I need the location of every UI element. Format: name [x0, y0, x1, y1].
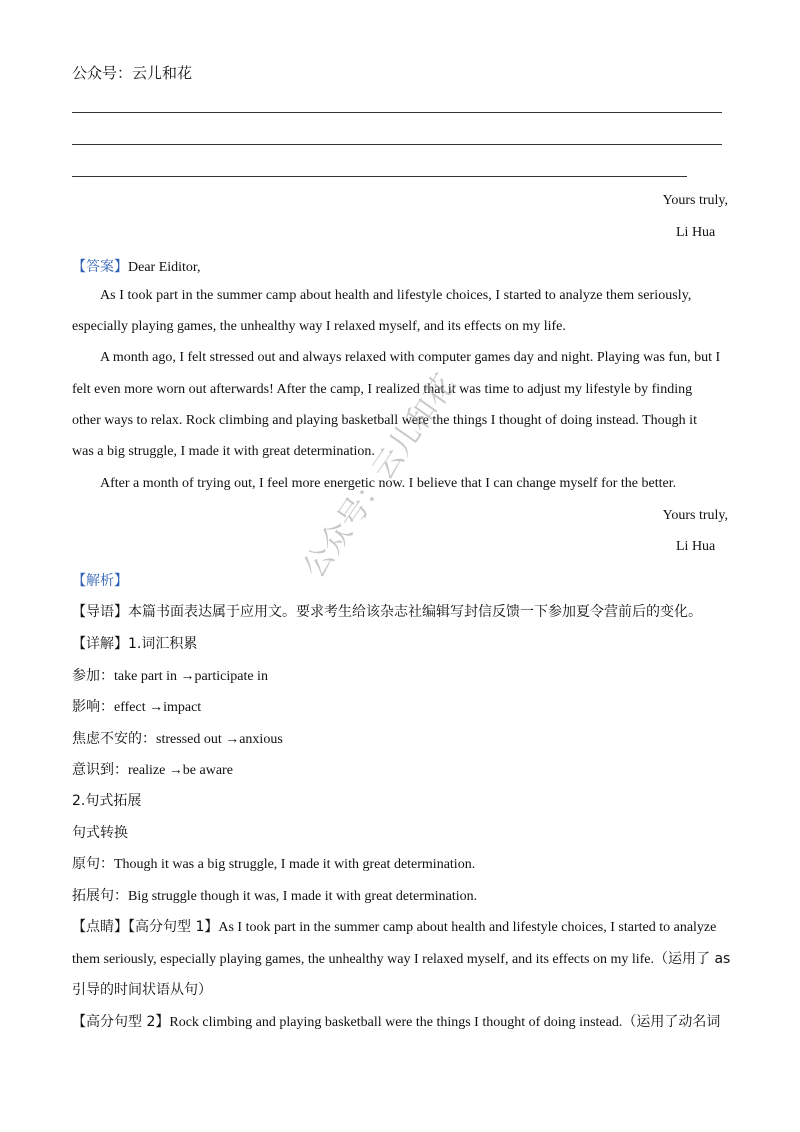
extended-sentence	[72, 885, 477, 905]
vocab-en: realize →be aware	[128, 763, 233, 778]
salutation: Dear Eiditor,	[128, 260, 201, 275]
section-2-heading: 2.句式拓展	[72, 793, 142, 809]
high-score-1-text-2: them seriously, especially playing games, the unhealthy way I relaxed myself, and its effects on my life.	[72, 952, 654, 967]
vocab-item	[72, 696, 201, 716]
answer-line-3	[72, 176, 687, 177]
high-score-1-tag: 【高分句型 1】	[128, 919, 219, 935]
high-score-1-note: （运用了 as	[654, 951, 731, 967]
answer-p2-line3: other ways to relax. Rock climbing and playing basketball were the things I thought of doing instead. Though it	[72, 413, 697, 428]
original-label: 原句：	[72, 856, 114, 872]
vocab-cn: 焦虑不安的：	[72, 731, 156, 747]
answer-p2-line4: was a big struggle, I made it with great determination.	[72, 444, 375, 459]
highlight-1-line1	[72, 916, 716, 936]
vocab-item	[72, 728, 283, 748]
closing-2: Yours truly,	[662, 508, 728, 523]
answer-heading	[72, 256, 201, 276]
original-sentence	[72, 853, 475, 873]
guide-line	[72, 601, 702, 621]
vocab-cn: 意识到：	[72, 762, 128, 778]
vocab-cn: 影响：	[72, 699, 114, 715]
highlight-2-line1	[72, 1011, 720, 1031]
high-score-2-text: Rock climbing and playing basketball were the things I thought of doing instead.	[169, 1015, 623, 1030]
answer-tag: 【答案】	[72, 259, 128, 275]
guide-text: 本篇书面表达属于应用文。要求考生给该杂志社编辑写封信反馈一下参加夏令营前后的变化。	[128, 604, 702, 620]
detail-text: 1.词汇积累	[128, 636, 198, 652]
vocab-item	[72, 759, 233, 779]
signature-name-1: Li Hua	[676, 225, 716, 240]
answer-p2-line1: A month ago, I felt stressed out and always relaxed with computer games day and night. Playing was fun, but I	[100, 350, 721, 365]
point-tag: 【点睛】	[72, 919, 128, 935]
high-score-2-note: （运用了动名词	[622, 1014, 721, 1030]
closing-1: Yours truly,	[662, 193, 728, 208]
conversion-heading: 句式转换	[72, 825, 128, 841]
highlight-1-note-2: 引导的时间状语从句）	[72, 982, 212, 998]
watermark: 公众号：云儿和花	[296, 367, 463, 585]
vocab-cn: 参加：	[72, 668, 114, 684]
answer-p3-line1: After a month of trying out, I feel more energetic now. I believe that I can change myself for the better.	[100, 476, 677, 491]
vocab-en: effect →impact	[114, 700, 202, 715]
answer-p1-line2: especially playing games, the unhealthy way I relaxed myself, and its effects on my life.	[72, 319, 566, 334]
extended-label: 拓展句：	[72, 888, 128, 904]
page-header: 公众号：云儿和花	[72, 64, 193, 82]
guide-tag: 【导语】	[72, 604, 128, 620]
original-text: Though it was a big struggle, I made it with great determination.	[114, 857, 476, 872]
answer-p1-line1: As I took part in the summer camp about health and lifestyle choices, I started to analyze them seriously,	[100, 288, 692, 303]
detail-line	[72, 633, 197, 653]
high-score-2-tag: 【高分句型 2】	[72, 1014, 170, 1030]
analysis-tag: 【解析】	[72, 573, 128, 589]
signature-name-2: Li Hua	[676, 539, 716, 554]
high-score-1-text: As I took part in the summer camp about health and lifestyle choices, I started to analyze	[218, 920, 717, 935]
detail-tag: 【详解】	[72, 636, 128, 652]
answer-line-1	[72, 112, 722, 113]
vocab-en: stressed out →anxious	[156, 732, 283, 747]
highlight-1-line2	[72, 948, 730, 968]
answer-p2-line2: felt even more worn out afterwards! After the camp, I realized that it was time to adjust my lifestyle by finding	[72, 382, 693, 397]
answer-line-2	[72, 144, 722, 145]
vocab-en: take part in →participate in	[114, 669, 268, 684]
vocab-item	[72, 665, 268, 685]
extended-text: Big struggle though it was, I made it with great determination.	[128, 889, 478, 904]
